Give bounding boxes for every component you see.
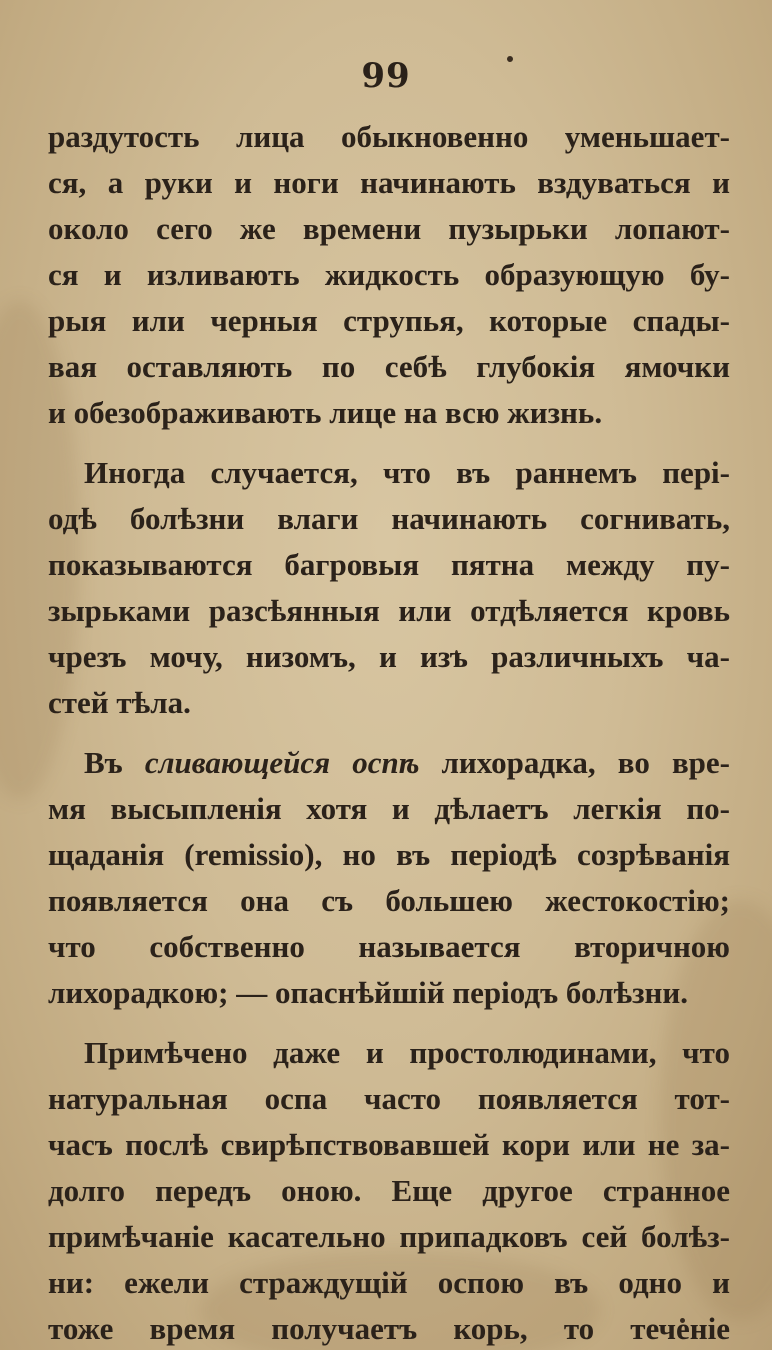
body-text bbox=[48, 114, 730, 1350]
paragraph-3 bbox=[48, 740, 730, 1016]
text-line: вая оставляють по себѣ глубокія ямочки bbox=[48, 349, 730, 384]
paragraph-1 bbox=[48, 114, 730, 436]
text-line: Примѣчено даже и простолюдинами, что bbox=[84, 1035, 730, 1070]
text-line: часъ послѣ свирѣпствовавшей кори или не за- bbox=[48, 1127, 730, 1162]
text-line: лихорадкою; — опаснѣйшій періодъ болѣзни. bbox=[48, 975, 688, 1010]
text-line: стей тѣла. bbox=[48, 685, 191, 720]
text-line: показываются багровыя пятна между пу- bbox=[48, 547, 730, 582]
text-line: что собственно называется вторичною bbox=[48, 929, 730, 964]
text-line: около сего же времени пузырьки лопают- bbox=[48, 211, 730, 246]
text-line: и обезображивають лице на всю жизнь. bbox=[48, 395, 603, 430]
text-line: Иногда случается, что въ раннемъ пері- bbox=[84, 455, 730, 490]
text-line: долго передъ оною. Еще другое странное bbox=[48, 1173, 730, 1208]
text-line: тоже время получаетъ корь, то теченіе bbox=[48, 1311, 730, 1346]
text-line: ся, а руки и ноги начинають вздуваться и bbox=[48, 165, 730, 200]
page-number: 99 bbox=[361, 56, 411, 96]
emphasized-term: сливающейся оспѣ bbox=[144, 745, 420, 780]
text-line: натуральная оспа часто появляется тот- bbox=[48, 1081, 730, 1116]
text-line-with-emphasis: Въ сливающейся оспѣ лихорадка, во вре- bbox=[84, 745, 731, 780]
text-line: мя высыпленія хотя и дѣлаетъ легкія по- bbox=[48, 791, 730, 826]
text-line: ся и изливають жидкость образующую бу- bbox=[48, 257, 730, 292]
text-line: ни: ежели страждущій оспою въ одно и bbox=[48, 1265, 730, 1300]
text-line: появляется она съ большею жестокостію; bbox=[48, 883, 730, 918]
text-line: рыя или черныя струпья, которые спады- bbox=[48, 303, 730, 338]
paragraph-2 bbox=[48, 450, 730, 726]
text-line: одѣ болѣзни влаги начинають согнивать, bbox=[48, 501, 730, 536]
text-line: примѣчаніе касательно припадковъ сей болѣз- bbox=[48, 1219, 730, 1254]
text-line: щаданія (remissio), но въ періодѣ созрѣванія bbox=[48, 837, 730, 872]
text-line: зырьками разсѣянныя или отдѣляется кровь bbox=[48, 593, 730, 628]
text-line: раздутость лица обыкновенно уменьшает- bbox=[48, 119, 730, 154]
text-line: чрезъ мочу, низомъ, и изъ различныхъ ча- bbox=[48, 639, 730, 674]
paragraph-4 bbox=[48, 1030, 730, 1350]
